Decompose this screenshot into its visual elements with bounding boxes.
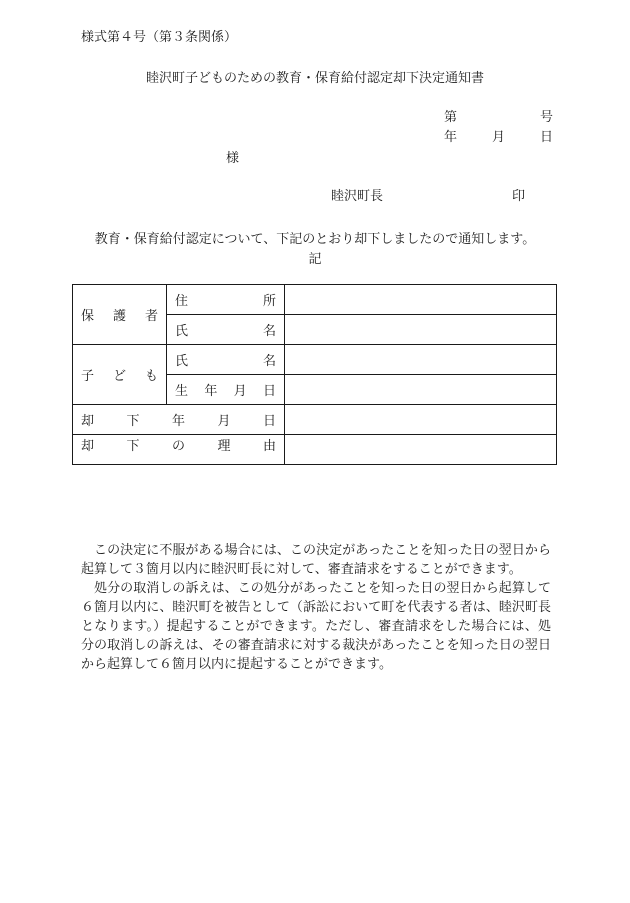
child-birthdate-value[interactable] [285, 375, 557, 405]
table-row [73, 435, 557, 465]
guardian-name-value[interactable] [285, 315, 557, 345]
child-birthdate-label: 生 年 月 日 [167, 375, 285, 405]
ki-heading: 記 [308, 252, 322, 267]
document-title: 睦沢町子どものための教育・保育給付認定却下決定通知書 [145, 71, 484, 86]
child-name-label: 氏 名 [167, 345, 285, 375]
doc-number-dai: 第 [444, 110, 458, 125]
recipient-honorific: 様 [226, 151, 240, 166]
doc-number-gou: 号 [540, 110, 554, 125]
rejection-reason-value[interactable] [285, 435, 557, 465]
guardian-address-label: 住 所 [167, 285, 285, 315]
details-table [72, 284, 557, 465]
sender-title: 睦沢町長 [331, 189, 384, 204]
lawsuit-notice-paragraph: 処分の取消しの訴えは、この処分があったことを知った日の翌日から起算して６箇月以内に、睦沢町を被告として（訴訟において町を代表する者は、睦沢町長となります。）提起することができます。ただし、審査請求をした場合には、処分の取消しの訴えは、その審査請求に対する裁決があったことを知った日の翌日から起算して６箇月以内に提起することができます。 [81, 581, 551, 672]
table-row [73, 285, 557, 315]
form-number: 様式第４号（第３条関係） [81, 30, 238, 45]
table-row [73, 345, 557, 375]
notice-text: 教育・保育給付認定について、下記のとおり却下しましたので通知します。 [94, 232, 536, 247]
guardian-name-label: 氏 名 [167, 315, 285, 345]
guardian-address-value[interactable] [285, 285, 557, 315]
child-group-label: 子 ど も [73, 345, 167, 405]
appeal-notice-paragraph: この決定に不服がある場合には、この決定があったことを知った日の翌日から起算して３箇月以内に睦沢町長に対して、審査請求をすることができます。 [81, 543, 551, 577]
date-month-label: 月 [492, 130, 506, 145]
rejection-reason-label: 却 下 の 理 由 [73, 435, 285, 465]
rejection-date-label: 却 下 年 月 日 [73, 405, 285, 435]
child-name-value[interactable] [285, 345, 557, 375]
date-day-label: 日 [540, 130, 554, 145]
seal-mark: 印 [512, 189, 526, 204]
rejection-date-value[interactable] [285, 405, 557, 435]
guardian-group-label: 保 護 者 [73, 285, 167, 345]
date-year-label: 年 [444, 130, 458, 145]
table-row [73, 405, 557, 435]
